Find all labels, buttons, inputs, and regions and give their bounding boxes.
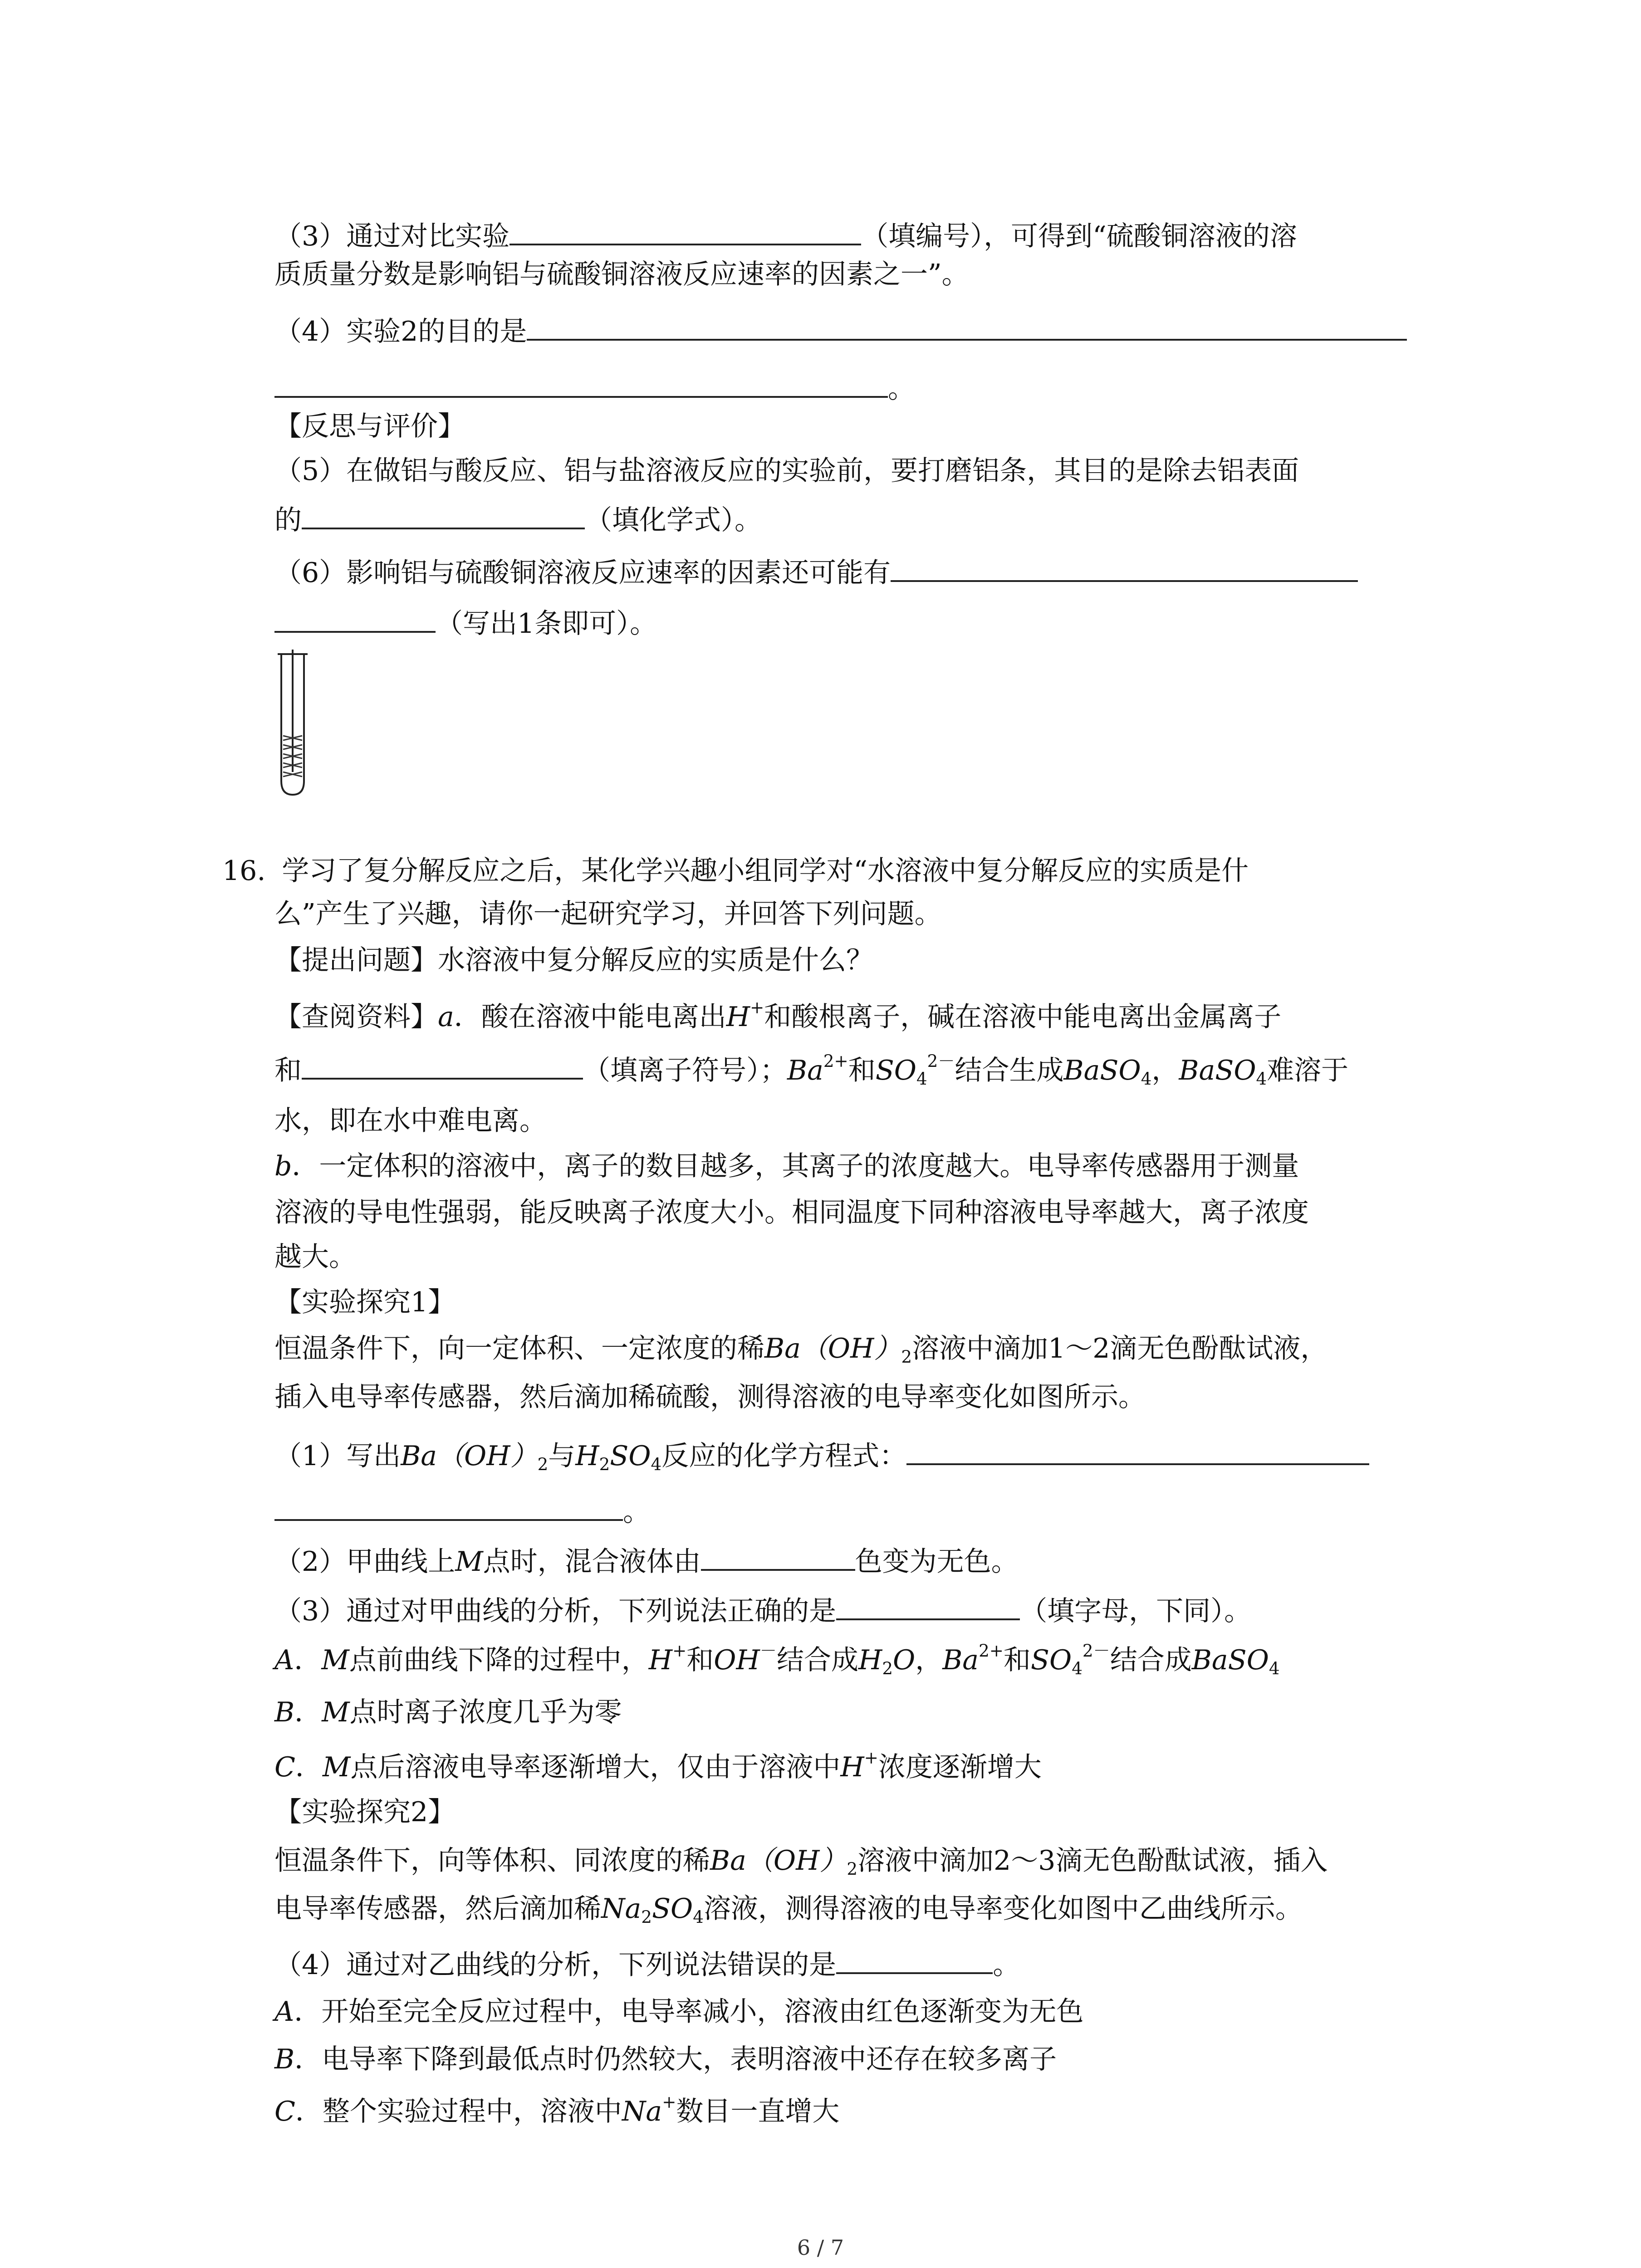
reference-b-line3: 越大。 [274, 1241, 356, 1273]
q16-intro-line1: 16. 学习了复分解反应之后，某化学兴趣小组同学对“水溶液中复分解反应的实质是什 [222, 855, 1249, 887]
q16-part1-line2: 。 [274, 1496, 650, 1525]
option-b: B．M点时离子浓度几乎为零 [274, 1696, 622, 1728]
experiment1-line2: 插入电导率传感器，然后滴加稀硫酸，测得溶液的电导率变化如图所示。 [274, 1381, 1146, 1413]
experiment2-heading: 【实验探究2】 [274, 1796, 456, 1828]
q15-part3-line2: 质质量分数是影响铝与硫酸铜溶液反应速率的因素之一”。 [274, 259, 969, 290]
reference-b-line1: b．一定体积的溶液中，离子的数目越多，其离子的浓度越大。电导率传感器用于测量 [274, 1150, 1299, 1182]
test-tube-illustration [272, 650, 313, 799]
q4-option-c: C．整个实验过程中，溶液中Na+数目一直增大 [274, 2092, 840, 2127]
experiment2-line1: 恒温条件下，向等体积、同浓度的稀$Ba(OH)_2$溶液中滴加2～3滴无色酚酞试液，插入 [274, 1845, 1328, 1879]
answer-blank-part4[interactable] [836, 1949, 993, 1974]
answer-blank-color[interactable] [701, 1546, 855, 1571]
reference-a-line1: 【查阅资料】a．酸在溶液中能电离出H+和酸根离子，碱在溶液中能电离出金属离子 [274, 997, 1282, 1033]
experiment1-line1: 恒温条件下，向一定体积、一定浓度的稀$Ba(OH)_2$溶液中滴加1～2滴无色酚酞试液， [274, 1333, 1328, 1367]
experiment2-line2: 电导率传感器，然后滴加稀$Na_2SO_4$溶液，测得溶液的电导率变化如图中乙曲线所示。 [274, 1893, 1303, 1927]
q16-part1-line1: （1）写出$Ba(OH)_2$与$H_2SO_4$反应的化学方程式： [274, 1440, 1369, 1470]
q4-option-a: A．开始至完全反应过程中，电导率减小，溶液由红色逐渐变为无色 [274, 1996, 1084, 2028]
q15-part4-line2: 。 [274, 373, 915, 402]
q15-part5-line1: （5）在做铝与酸反应、铝与盐溶液反应的实验前，要打磨铝条，其目的是除去铝表面 [274, 455, 1299, 487]
reference-b-line2: 溶液的导电性强弱，能反映离子浓度大小。相同温度下同种溶液电导率越大，离子浓度 [274, 1197, 1309, 1228]
q15-part3-line1: （3）通过对比实验 （填编号），可得到“硫酸铜溶液的溶 [274, 220, 1297, 252]
answer-blank-equation-b[interactable] [274, 1496, 623, 1521]
answer-blank-ion[interactable] [302, 1055, 583, 1080]
q16-intro-line2: 么”产生了兴趣，请你一起研究学习，并回答下列问题。 [274, 898, 942, 930]
q15-part4-line1: （4）实验2的目的是 [274, 316, 1407, 345]
q4-option-b: B．电导率下降到最低点时仍然较大，表明溶液中还存在较多离子 [274, 2043, 1057, 2075]
experiment1-heading: 【实验探究1】 [274, 1286, 456, 1318]
question-heading: 【提出问题】水溶液中复分解反应的实质是什么？ [274, 944, 873, 976]
q15-part5-line2: 的 （填化学式）。 [274, 504, 762, 536]
option-c: C．M点后溶液电导率逐渐增大，仅由于溶液中H+浓度逐渐增大 [274, 1748, 1042, 1783]
q16-part3: （3）通过对甲曲线的分析，下列说法正确的是 （填字母，下同）。 [274, 1595, 1252, 1627]
answer-blank-4b[interactable] [274, 373, 888, 398]
answer-blank-equation-a[interactable] [906, 1440, 1369, 1465]
q16-part4: （4）通过对乙曲线的分析，下列说法错误的是 。 [274, 1949, 1020, 1981]
q15-part6-line2: （写出1条即可）。 [274, 608, 657, 637]
q16-part2: （2）甲曲线上M点时，混合液体由 色变为无色。 [274, 1546, 1019, 1578]
answer-blank-3[interactable] [509, 220, 861, 245]
page-number: 6 / 7 [797, 2235, 844, 2260]
answer-blank-part3[interactable] [836, 1595, 1020, 1620]
reflect-heading: 【反思与评价】 [274, 411, 465, 442]
reference-a-line2: 和 （填离子符号）；$Ba^{2+}$和$SO_4^{2-}$结合生成BaSO$_4$，BaSO$_4$难溶于 [274, 1051, 1349, 1089]
answer-blank-6a[interactable] [891, 557, 1358, 582]
option-a: A．M点前曲线下降的过程中，H+和OH－结合成$H_2O$，$Ba^{2+}$和$SO_4^{2-}$结合成BaSO$_4$ [274, 1641, 1280, 1679]
answer-blank-6b[interactable] [274, 608, 436, 633]
question-number: 16. [222, 855, 266, 887]
answer-blank-5[interactable] [302, 504, 585, 529]
answer-blank-4a[interactable] [527, 316, 1407, 341]
reference-a-line3: 水，即在水中难电离。 [274, 1105, 547, 1137]
q15-part6-line1: （6）影响铝与硫酸铜溶液反应速率的因素还可能有 [274, 557, 1358, 587]
